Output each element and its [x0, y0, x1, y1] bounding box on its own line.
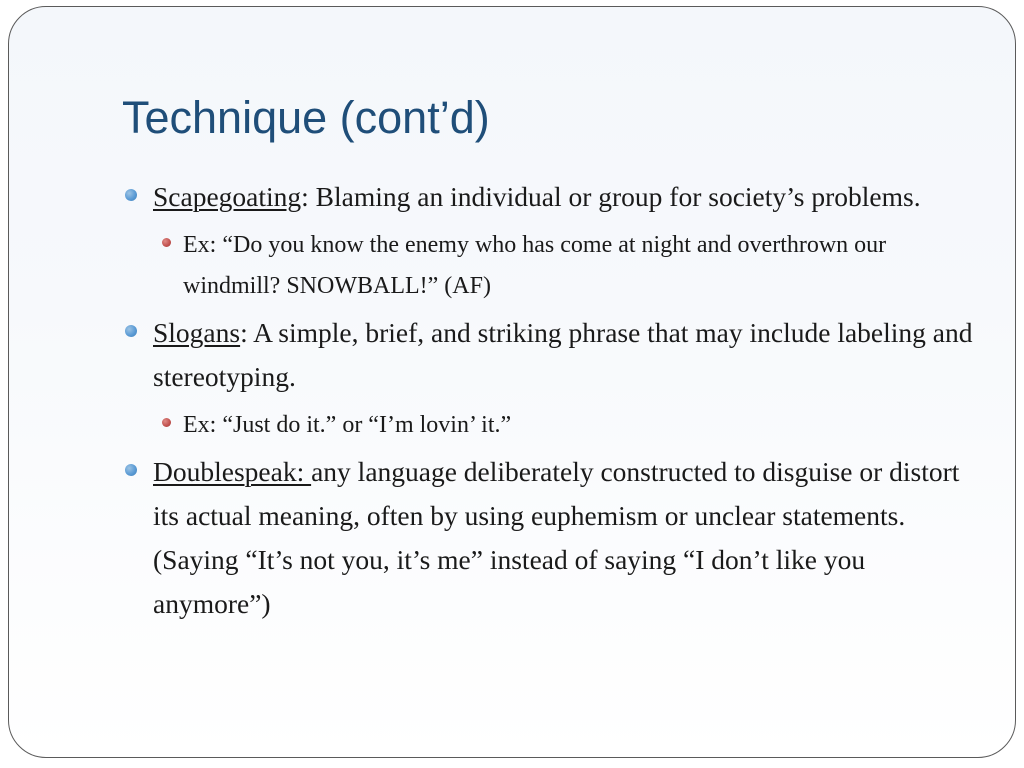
example-slogans	[155, 405, 973, 446]
term-scapegoating: Scapegoating	[153, 181, 302, 212]
definition-slogans: : A simple, brief, and striking phrase that may include labeling and stereotyping.	[153, 317, 973, 392]
slide-frame	[8, 6, 1016, 758]
definition-scapegoating: : Blaming an individual or group for society’s problems.	[301, 181, 921, 212]
slide-title: Technique (cont’d)	[122, 92, 490, 143]
bullet-doublespeak	[123, 450, 973, 626]
term-slogans: Slogans	[153, 317, 241, 348]
sub-bullet-dot-icon	[162, 238, 171, 247]
bullet-dot-icon	[125, 189, 137, 201]
example-slogans-text: Ex: “Just do it.” or “I’m lovin’ it.”	[183, 412, 512, 438]
example-scapegoating	[155, 225, 973, 307]
bullet-slogans	[123, 311, 973, 399]
bullet-dot-icon	[125, 464, 137, 476]
definition-doublespeak: any language deliberately constructed to disguise or distort its actual meaning, often by using euphemism or unclear statements. (Saying “It’s not you, it’s me” instead of saying “I don’t like you anymore”)	[153, 456, 960, 619]
term-doublespeak: Doublespeak:	[153, 456, 312, 487]
example-scapegoating-text: Ex: “Do you know the enemy who has come at night and overthrown our windmill? SNOWBALL!” (AF)	[183, 232, 887, 299]
bullet-scapegoating	[123, 175, 973, 219]
sub-bullet-dot-icon	[162, 418, 171, 427]
bullet-dot-icon	[125, 325, 137, 337]
slide-content	[123, 175, 973, 626]
